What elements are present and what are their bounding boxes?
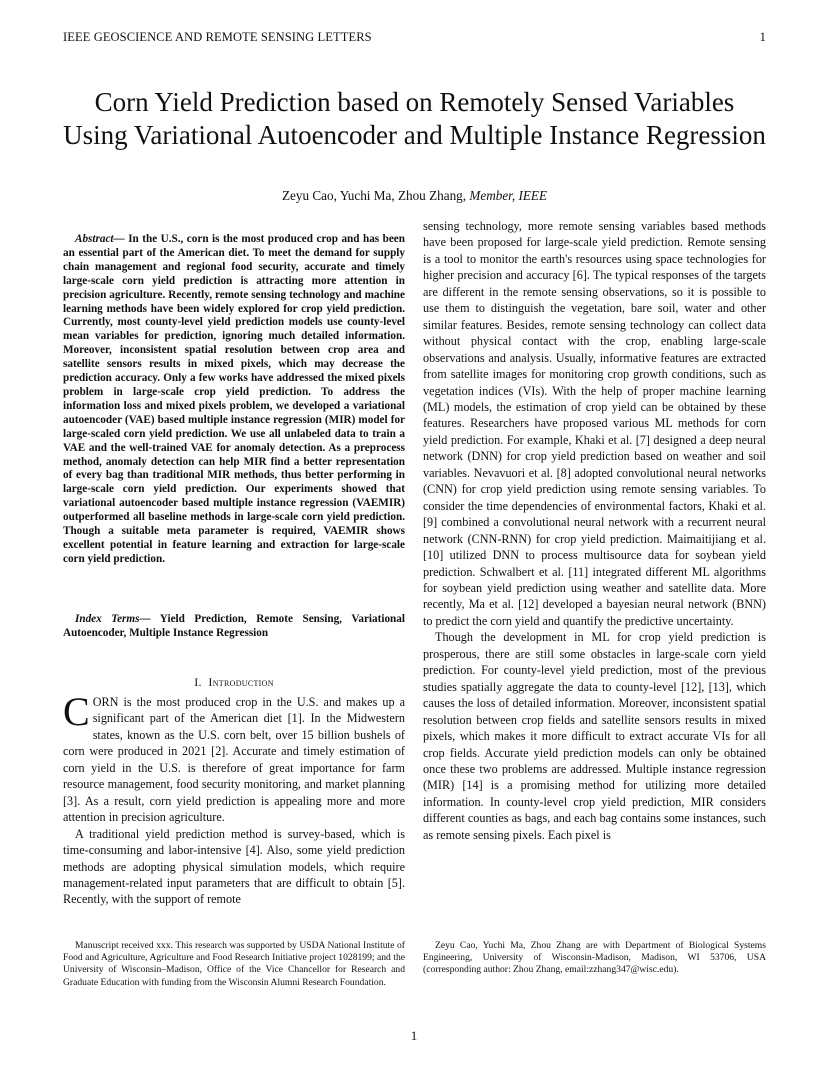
footnote-funding: Manuscript received xxx. This research was supported by USDA National Institute of Food and Agriculture, Agriculture and Food Research Initiative project 1028199; and the University of Wisconsin–Madison, Office of the Vice Chancellor for Research and Graduate Education with funding from the Wisconsin Alumni Research Foundation.	[63, 940, 405, 988]
paper-title: Corn Yield Prediction based on Remotely Sensed Variables Using Variational Autoencoder and Multiple Instance Regression	[63, 87, 766, 150]
index-terms-label: Index Terms—	[75, 613, 151, 625]
footnote-affiliation: Zeyu Cao, Yuchi Ma, Zhou Zhang are with Department of Biological Systems Engineering, University of Wisconsin-Madison, Madison, WI 53706, USA (corresponding author: Zhou Zhang, email:zzhang347@wisc.edu).	[423, 940, 766, 976]
right-paragraph-1: sensing technology, more remote sensing variables based methods have been proposed for large-scale yield prediction. Remote sensing is a tool to monitor the earth's resources using space technologies for higher precision and accuracy [6]. The typical responses of the targets are different in the remote sensing observations, so it is possible to use them to distinguish the vegetation, bare soil, water and other similar features. Besides, remote sensing technology can collect data without physical contact with the crop, enabling large-scale observations and analysis. Usually, informative features are extracted from satellite images for monitoring crop growth conditions, such as vegetation indices (VIs). With the help of proper machine learning (ML) models, the estimation of crop yield can be obtained by these features. Researchers have proposed various ML methods for corn yield prediction. For example, Khaki et al. [7] designed a deep neural network (DNN) for crop yield prediction based on weather and soil variables. Nevavuori et al. [8] adopted convolutional neural networks (CNN) for crop yield prediction using remote sensing variables. To consider the time dependencies of environmental factors, Khaki et al. [9] combined a convolutional neural network with a recurrent neural network (CNN-RNN) for crop yield prediction. Maimaitijiang et al. [10] utilized DNN to process multisource data for soybean yield prediction. Schwalbert et al. [11] integrated different ML algorithms for soybean yield prediction using weather and satellite data. More recently, Ma et al. [12] developed a bayesian neural network (BNN) to predict the corn yield and quantify the predictive uncertainty.	[423, 219, 766, 628]
author-names: Zeyu Cao, Yuchi Ma, Zhou Zhang,	[281, 188, 467, 203]
header-page-number: 1	[759, 30, 766, 44]
intro-paragraph-1-text: ORN is the most produced crop in the U.S. and makes up a significant part of the American diet [1]. In the Midwestern states, known as the U.S. corn belt, over 15 billion bushels of corn were produced in 2021 [2]. Accurate and timely estimation of corn yield in the U.S. is therefore of great importance for farm resource management, food security monitoring, and market planning [3]. As a result, corn yield prediction is appealing more and more attention in precision agriculture.	[63, 695, 405, 825]
section-title: Introduction	[208, 675, 274, 689]
section-number: I.	[194, 675, 202, 689]
author-membership: Member, IEEE	[469, 188, 548, 203]
section-heading	[63, 675, 405, 690]
abstract	[63, 233, 405, 567]
abstract-label: Abstract—	[75, 233, 125, 245]
journal-name: IEEE GEOSCIENCE AND REMOTE SENSING LETTERS	[63, 30, 372, 44]
abstract-text: In the U.S., corn is the most produced crop and has been an essential part of the American diet. To meet the demand for supply chain management and regional food security, accurate and timely large-scale corn yield prediction is attracting more attention in precision agriculture. Recently, remote sensing technology and machine learning methods have been widely explored for crop yield prediction. Currently, most county-level yield prediction models use county-level mean variables for prediction, ignoring much detailed information. Moreover, inconsistent spatial resolution between crop area and satellite sensors results in mixed pixels, which may decrease the prediction accuracy. Only a few works have addressed the mixed pixels problem in large-scale crop yield prediction. To address the information loss and mixed pixels problem, we developed a variational autoencoder (VAE) based multiple instance regression (MIR) model for large-scaled corn yield prediction. We use all unlabeled data to train a VAE and the well-trained VAE for anomaly detection. As a preprocess method, anomaly detection can help MIR find a better representation of every bag than traditional MIR methods, thus better performing in large-scale corn yield prediction. Our experiments showed that variational autoencoder based multiple instance regression (VAEMIR) outperformed all baseline methods in large-scale corn yield prediction. Though a suitable meta parameter is required, VAEMIR shows excellent potential in feature learning and extraction for large-scale corn yield prediction.	[63, 233, 405, 565]
drop-cap: C	[63, 689, 90, 734]
index-terms	[63, 612, 405, 640]
introduction-body	[63, 689, 405, 908]
running-header	[63, 30, 766, 45]
right-column-body	[423, 218, 766, 843]
intro-paragraph-2: A traditional yield prediction method is survey-based, which is time-consuming and labor-intensive [4]. Also, some yield prediction methods are adopting physical simulation models, which require management-related input parameters that are difficult to obtain [5]. Recently, with the support of remote	[63, 826, 405, 907]
page-number: 1	[410, 1028, 418, 1043]
index-terms-text: Yield Prediction, Remote Sensing, Variational Autoencoder, Multiple Instance Regression	[63, 613, 405, 639]
author-line	[63, 188, 766, 204]
intro-paragraph-1	[63, 689, 405, 826]
right-paragraph-2: Though the development in ML for crop yield prediction is prosperous, there are still some obstacles in large-scale corn yield prediction. For county-level yield prediction, most of the previous studies spatially aggregate the data to county-level [12], [13], which causes the loss of detailed information. Moreover, inconsistent spatial resolution between crop fields and satellite sensors results in mixed pixels, which makes it more difficult to extract accurate VIs for all crop fields. Accurate yield prediction models can only be obtained once these two problems are addressed. Multiple instance regression (MIR) [14] is a promising method for utilizing more detailed information. In county-level crop yield prediction, MIR considers different counties as bags, and each bag contains some instances, such as remote sensing pixels. Each pixel is	[423, 630, 766, 842]
